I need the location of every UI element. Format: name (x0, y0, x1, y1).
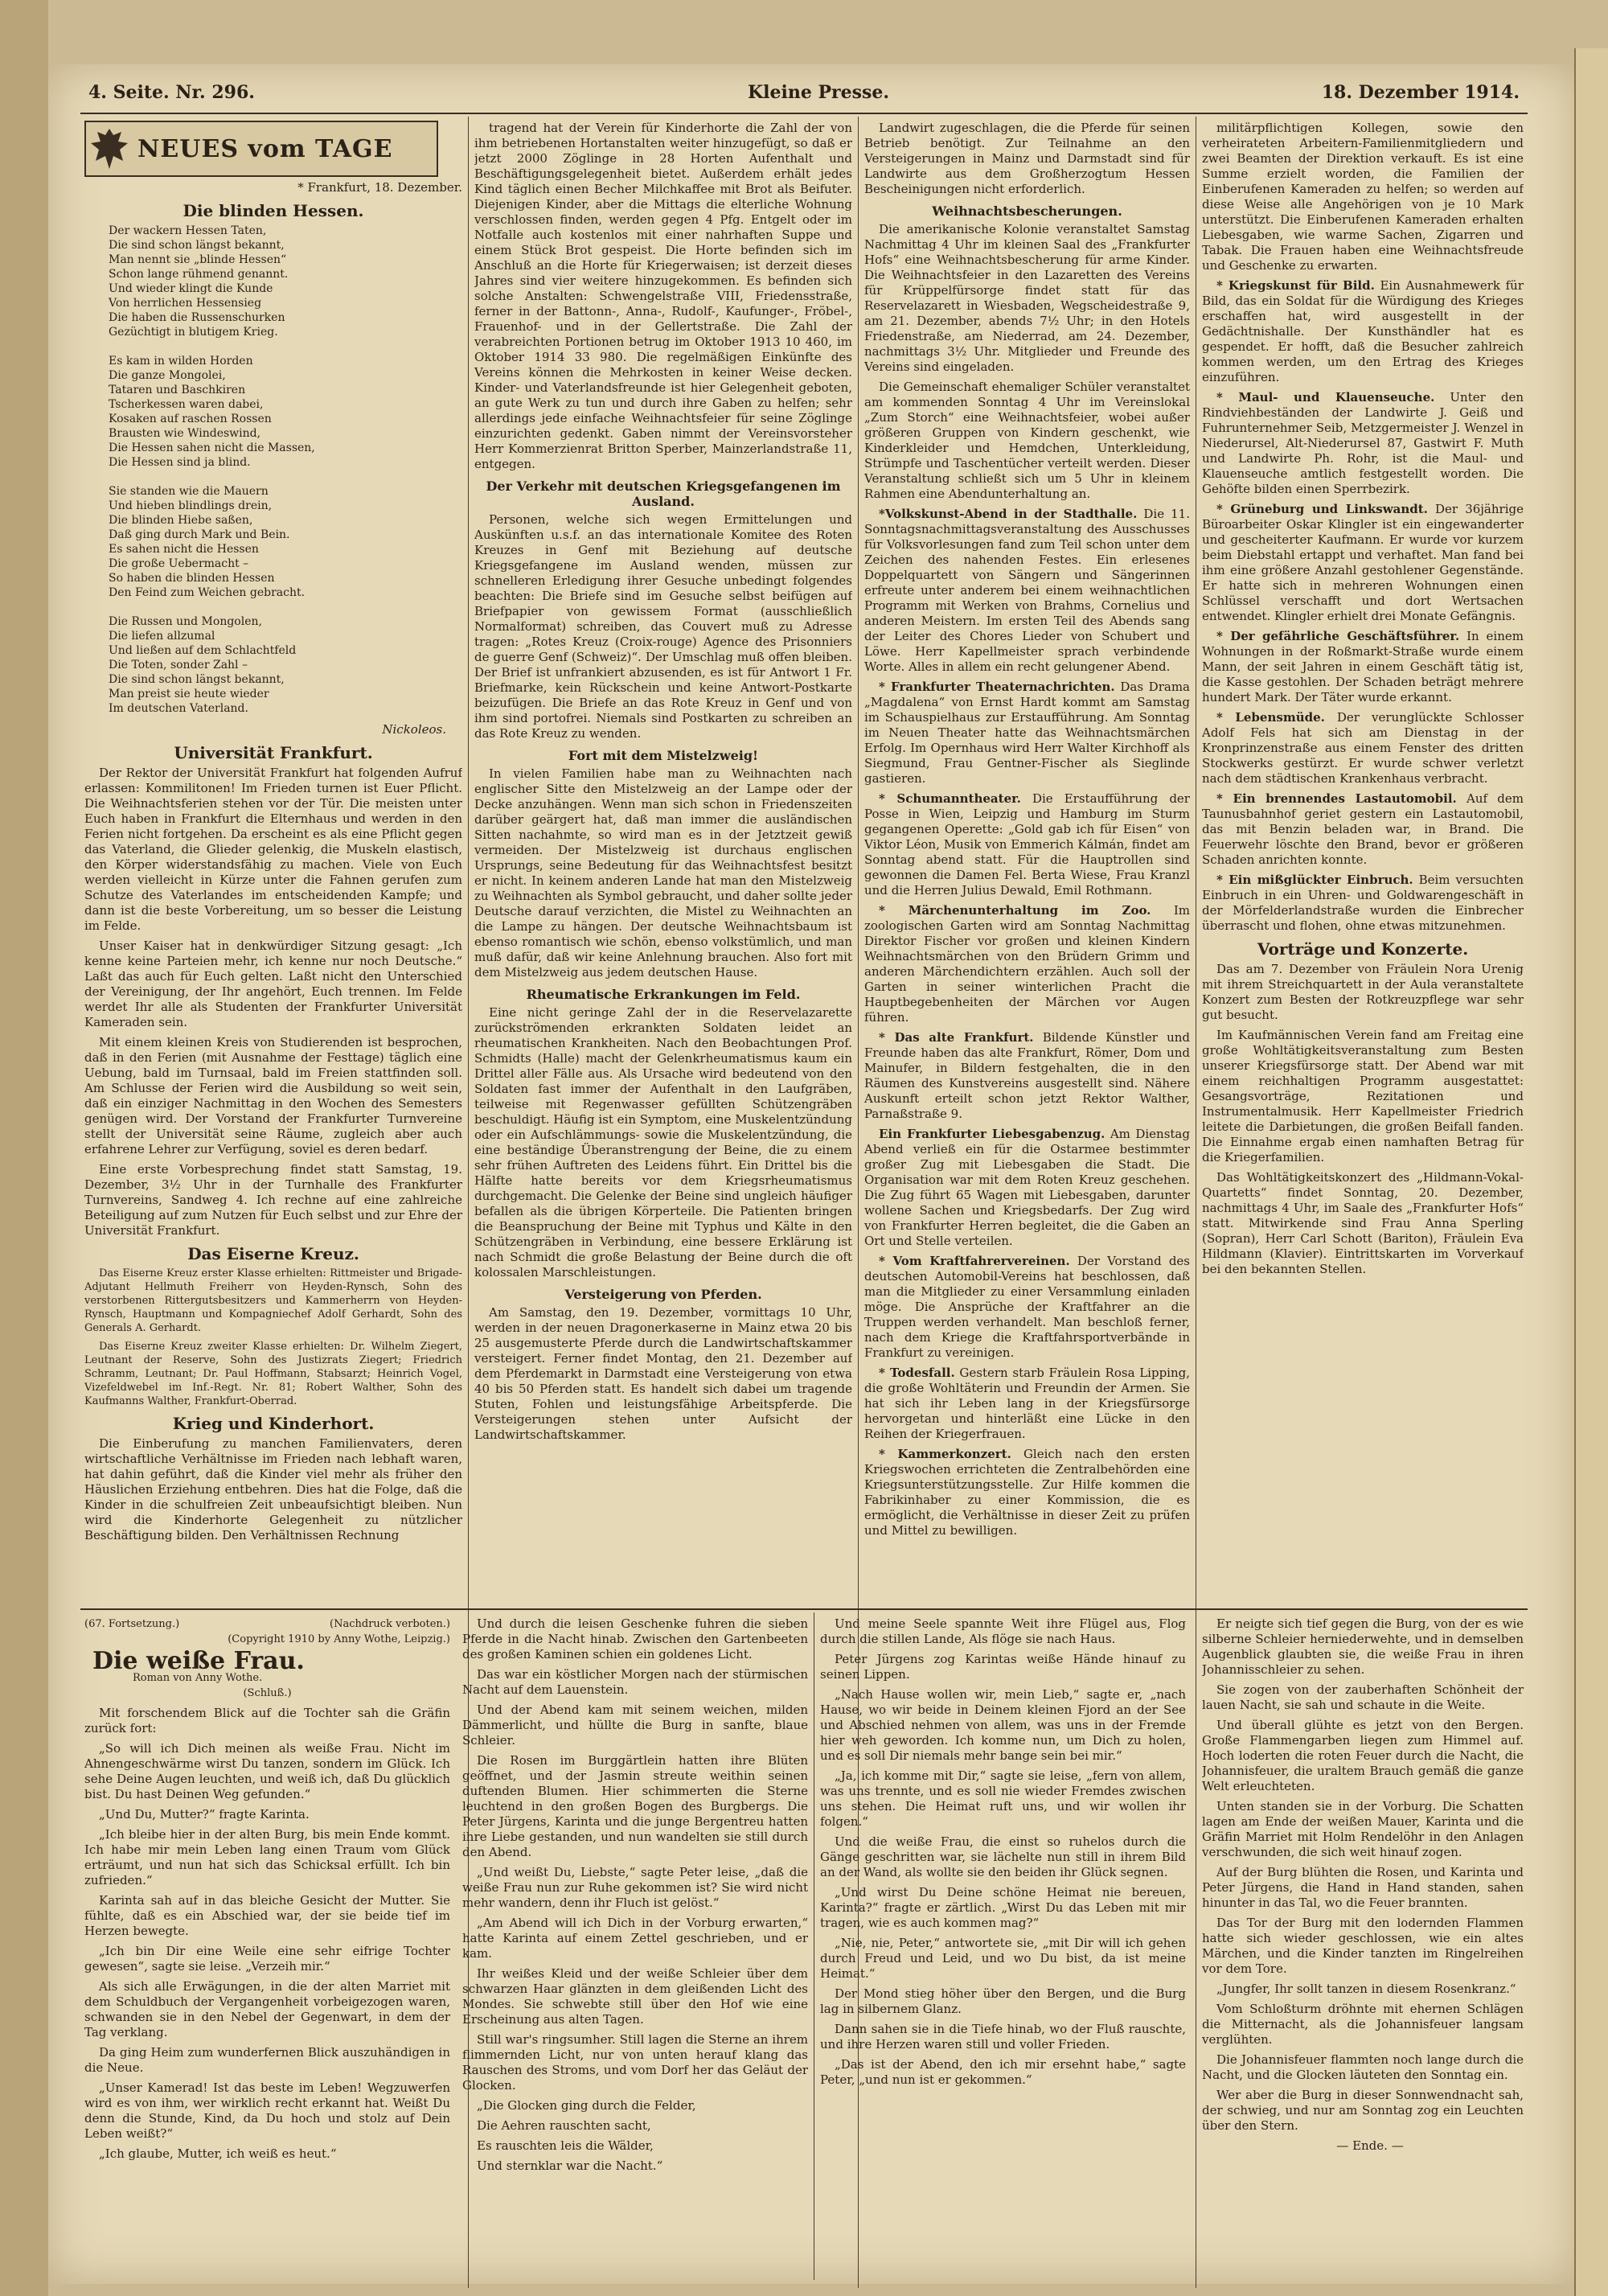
page-left-margin (0, 0, 48, 2296)
serial-copyright-row (84, 1632, 450, 1647)
poem-line: Die blinden Hiebe saßen, (109, 514, 253, 527)
poem-line: Und ließen auf dem Schlachtfeld (109, 644, 297, 657)
article-text: Das Drama „Magdalena“ von Ernst Hardt kommt am Samstag im Schauspielhaus zur Erstaufführung. Am Sonntag im Neuen Theater hatte das Weihnachtsmärchen Erfolg. Im Opernhaus wird Herr Walter Kirchhoff als Siegmund, Frau Gentner-Fischer als Sieglinde gastieren. (864, 680, 1190, 786)
serial-text (84, 1706, 450, 2162)
serial-copyright: (Copyright 1910 by Anny Wothe, Leipzig.) (228, 1633, 450, 1645)
section-logo (84, 121, 438, 177)
poem-title: Die blinden Hessen. (183, 201, 364, 220)
article-text: Die Erstaufführung der Posse in Wien, Leipzig und Hamburg im Sturm gegangenen Operette: „Gold gab ich für Eisen“ von Viktor Léon, Musik von Emmerich Kálmán, findet am Sonntag abend statt. Für die Hauptrollen sind gewonnen die Damen Fel. Berta Wiese, Frau Kranzl und die Herren Julius Dewald, Emil Rothmann. (864, 791, 1190, 897)
inline-heading: *Volkskunst-Abend in der Stadthalle. (879, 507, 1138, 521)
serial-installment: (67. Fortsetzung.) (84, 1618, 180, 1630)
inline-heading: * Der gefährliche Geschäftsführer. (1216, 629, 1460, 643)
article-paragraph: Landwirt zugeschlagen, die die Pferde für seinen Betrieb benötigt. Zur Teilnahme an den Versteigerungen in Mainz und Darmstadt sind für Landwirte aus dem Großherzogtum Hessen Bescheinigungen nicht erforderlich. (864, 121, 1190, 196)
serial-paragraph: Als sich alle Erwägungen, in die der alten Marriet mit dem Schuldbuch der Vergangenheit vorbeigezogen waren, schwanden sie in den Nebel der Gegenwart, in dem der Tag verklang. (84, 1979, 450, 2039)
serial-author: Roman von Anny Wothe. (133, 1672, 263, 1684)
serial-column-2 (462, 1616, 808, 2276)
serial-paragraph: „Das ist der Abend, den ich mir ersehnt habe,“ sagte Peter, „und nun ist er gekommen.“ (820, 2057, 1186, 2087)
article-paragraph (1202, 710, 1524, 787)
serial-meta (84, 1616, 450, 1632)
poem-author: Nickoleos. (382, 722, 446, 737)
poem-line: Den Feind zum Weichen gebracht. (109, 586, 306, 599)
article-paragraph (864, 1447, 1190, 1538)
issue-date: 18. Dezember 1914. (1321, 82, 1520, 103)
serial-paragraph: „Am Abend will ich Dich in der Vorburg erwarten,“ hatte Karinta auf einem Zettel geschrieben, und er kam. (462, 1916, 808, 1961)
inline-heading: * Maul- und Klauenseuche. (1216, 390, 1435, 405)
article-paragraph: Mit einem kleinen Kreis von Studierenden ist besprochen, daß in den Ferien (mit Ausnahme der Festtage) täglich eine Uebung, bald im Turnsaal, bald im Freien stattfinden soll. Am Schlusse der Ferien wird die Ausbildung so weit sein, daß ein einziger Nachmittag in den Wochen des Semesters genügen wird. Der Vorstand der Frankfurter Turnvereine stellt der Universität seine Räume, zugleich aber auch erfahrene Lehrer zur Verfügung, soviel es deren bedarf. (84, 1035, 462, 1156)
serial-paragraph: Vom Schloßturm dröhnte mit ehernen Schlägen die Mitternacht, als die Johannisfeuer langsam verglühten. (1202, 2002, 1524, 2047)
serial-paragraph: — Ende. — (1336, 2138, 1404, 2153)
poem-line: Die sind schon längst bekannt, (109, 239, 285, 252)
headline: Fort mit dem Mistelzweig! (568, 748, 759, 763)
poem-line: So haben die blinden Hessen (109, 572, 275, 585)
serial-paragraph: Der Mond stieg höher über den Bergen, und die Burg lag in silbernem Glanz. (820, 1986, 1186, 2016)
poem-line: Es kam in wilden Horden (109, 355, 253, 368)
page-header (80, 80, 1528, 114)
poem-line: Die ganze Mongolei, (109, 369, 226, 382)
poem-line: Die Hessen sahen nicht die Massen, (109, 442, 315, 454)
headline: Das Eiserne Kreuz. (187, 1244, 359, 1263)
serial-text (820, 1616, 1186, 2088)
serial-paragraph: Es rauschten leis die Wälder, (477, 2138, 654, 2153)
article-text: Am Dienstag Abend verließ ein für die Ostarmee bestimmter großer Zug mit Liebesgaben die Stadt. Die Organisation war mit dem Roten Kreuz geschehen. Die Zug führt 65 Wagen mit Liebesgaben, darunter wollene Sachen und Kriegsbedarfs. Der Zug wird von Frankfurter Herren begleitet, die die Gaben an Ort und Stelle verteilen. (864, 1127, 1190, 1248)
serial-title: Die weiße Frau. (92, 1647, 305, 1675)
article-text: Der verunglückte Schlosser Adolf Fels hat sich am Dienstag in der Kronprinzenstraße aus einem Fenster des dritten Stockwerks gestürzt. Er wurde schwer verletzt nach dem städtischen Krankenhaus verbracht. (1202, 710, 1524, 786)
article-paragraph (864, 791, 1190, 898)
article-paragraph (1202, 390, 1524, 497)
inline-heading: * Kammerkonzert. (879, 1447, 1011, 1461)
poem-line: Die Russen und Mongolen, (109, 615, 262, 628)
headline: Weihnachtsbescherungen. (932, 203, 1122, 219)
serial-column-3 (820, 1616, 1186, 2276)
article-paragraph: Unser Kaiser hat in denkwürdiger Sitzung gesagt: „Ich kenne keine Parteien mehr, ich kenne nur noch Deutsche.“ Laßt das auch für Euch gelten. Laßt nicht den Unterschied der Vereinigung, der Ihr angehört, Euch trennen. Im Felde werdet Ihr alle als Studenten der Frankfurter Universität Kameraden sein. (84, 939, 462, 1029)
serial-paragraph: Wer aber die Burg in dieser Sonnwendnacht sah, der schwieg, und nur am Sonntag zog ein Leuchten über den Stern. (1202, 2088, 1524, 2133)
serial-paragraph: Die Aehren rauschten sacht, (477, 2118, 651, 2133)
article-paragraph: Die amerikanische Kolonie veranstaltet Samstag Nachmittag 4 Uhr im kleinen Saal des „Frankfurter Hofs“ eine Weihnachtsbescherung für arme Kinder. Die Weihnachtsfeier in den Lazaretten des Vereins für Krüppelfürsorge findet statt für das Reservelazarett in Wiesbaden, Wegscheidestraße 9, am 21. Dezember, abends 7½ Uhr; in den Hotels Friedenstraße, am Niederrad, am 24. Dezember, nachmittags 3½ Uhr. Mitglieder und Freunde des Vereins sind eingeladen. (864, 222, 1190, 374)
article-paragraph: Das am 7. Dezember von Fräulein Nora Urenig mit ihrem Streichquartett in der Aula veranstaltete Konzert zum Besten der Rotkreuzpflege war sehr gut besucht. (1202, 962, 1524, 1022)
poem-line: Die liefen allzumal (109, 630, 215, 643)
article-text: Unter den Rindviehbeständen der Landwirte J. Geiß und Fuhrunternehmer Seib, Metzgermeister J. Wenzel in Niederursel, Alt-Niederursel 87, Gastwirt F. Muth und Landwirte Ph. Rohr, ist die Maul- und Klauenseuche amtlich festgestellt worden. Die Gehöfte bilden einen Sperrbezirk. (1202, 390, 1524, 496)
article-paragraph (1202, 873, 1524, 934)
serial-paragraph: Und meine Seele spannte Weit ihre Flügel aus, Flog durch die stillen Lande, Als flöge sie nach Haus. (820, 1616, 1186, 1646)
article-text: Beim versuchten Einbruch in ein Uhren- und Goldwarengeschäft in der Mörfelderlandstraße wurden die Einbrecher überrascht und flohen, ohne etwas mitzunehmen. (1202, 873, 1524, 933)
serial-paragraph: Dann sahen sie in die Tiefe hinab, wo der Fluß rauschte, und ihre Herzen waren still und voller Frieden. (820, 2022, 1186, 2052)
poem-line: Von herrlichen Hessensieg (109, 297, 262, 310)
article-paragraph: Am Samstag, den 19. Dezember, vormittags 10 Uhr, werden in der neuen Dragonerkaserne in Mainz etwa 20 bis 25 ausgemusterte Pferde durch die Landwirtschaftskammer versteigert. Ferner findet Montag, den 21. Dezember auf dem Pferdemarkt in Darmstadt eine Versteigerung von etwa 40 bis 50 Pferden statt. Es handelt sich dabei um tragende Stuten, Fohlen und leistungsfähige Arbeitspferde. Die Versteigerungen stehen unter Aufsicht der Landwirtschaftskammer. (474, 1305, 852, 1442)
inline-heading: Ein Frankfurter Liebesgabenzug. (879, 1127, 1106, 1141)
column-1 (84, 121, 462, 1604)
article-paragraph (1202, 791, 1524, 868)
poem-line: Kosaken auf raschen Rossen (109, 413, 272, 425)
article-paragraph: Das Eiserne Kreuz zweiter Klasse erhielten: Dr. Wilhelm Ziegert, Leutnant der Reserve, Sohn des Justizrats Ziegert; Friedrich Schramm, Leutnant; Dr. Paul Hoffmann, Stabsarzt; Heinrich Vogel, Vizefeldwebel im Inf.-Regt. Nr. 81; Robert Walther, Sohn des Kaufmanns Walther, Frankfurt-Oberrad. (84, 1341, 462, 1407)
inline-heading: * Vom Kraftfahrervereinen. (879, 1254, 1070, 1268)
headline: Universität Frankfurt. (174, 743, 373, 762)
headline: Rheumatische Erkrankungen im Feld. (526, 987, 801, 1002)
headline: Versteigerung von Pferden. (564, 1287, 762, 1302)
serial-paragraph: Sie zogen von der zauberhaften Schönheit der lauen Nacht, sie sah und schaute in die Weite. (1202, 1682, 1524, 1712)
serial-paragraph: „Und Du, Mutter?“ fragte Karinta. (99, 1807, 310, 1822)
serial-paragraph: Und überall glühte es jetzt von den Bergen. Große Flammengarben liegen zum Himmel auf. Hoch loderten die roten Feuer durch die Nacht, die Johannisfeuer, die uraltem Brauch gemäß die ganze Welt erleuchteten. (1202, 1718, 1524, 1793)
serial-conclusion: (Schluß.) (243, 1687, 292, 1699)
serial-paragraph: Das Tor der Burg mit den lodernden Flammen hatte sich wieder geschlossen, wie ein altes Märchen, und die Kinder tanzten im Ringelreihen vor dem Tore. (1202, 1916, 1524, 1976)
inline-heading: * Lebensmüde. (1216, 710, 1325, 725)
serial-paragraph: Und sternklar war die Nacht.“ (477, 2158, 663, 2173)
serial-text (462, 1616, 808, 2174)
serial-paragraph: Und durch die leisen Geschenke fuhren die sieben Pferde in die Nacht hinab. Zwischen den Gartenbeeten des großen Kaminen schien ein goldenes Licht. (462, 1616, 808, 1661)
poem-line (109, 470, 462, 484)
serial-paragraph: „Und wirst Du Deine schöne Heimat nie bereuen, Karinta?“ fragte er zärtlich. „Wirst Du das Leben mit mir tragen, wie es auch kommen mag?“ (820, 1885, 1186, 1930)
poem-line: Die große Uebermacht – (109, 557, 249, 570)
poem-line: Sie standen wie die Mauern (109, 485, 269, 498)
inline-heading: * Todesfall. (879, 1366, 955, 1380)
headline: Krieg und Kinderhort. (172, 1414, 375, 1433)
article-paragraph: Die Gemeinschaft ehemaliger Schüler veranstaltet am kommenden Sonntag 4 Uhr im Vereinslokal „Zum Storch“ eine Weihnachtsfeier, wobei außer größeren Gruppen von Kindern geschenkt, wie Kinderkleider und Hemdchen, Unterkleidung, Strümpfe und Taschentücher verteilt werden. Dieser Veranstaltung schließt sich um 5 Uhr in kleinem Rahmen eine Abendunterhaltung an. (864, 380, 1190, 501)
article-text: Gleich nach den ersten Kriegswochen errichteten die Zentralbehörden eine Kriegsunterstützungsstelle. Zur Hilfe kommen die Fabrikinhaber zu einer Kommission, die es ermöglicht, die Verhältnisse in dieser Zeit zu prüfen und Mittel zu bewilligen. (864, 1447, 1190, 1538)
article-text: Auf dem Taunusbahnhof geriet gestern ein Lastautomobil, das mit Benzin beladen war, in Brand. Die Feuerwehr löschte den Brand, bevor er größeren Schaden anrichten konnte. (1202, 791, 1524, 867)
article-text: Der 36jährige Büroarbeiter Oskar Klingler ist ein eingewanderter und gescheiterter Kaufmann. Er wurde vor kurzem beim Diebstahl ertappt und verhaftet. Man fand bei ihm eine größere Anzahl gestohlener Gegenstände. Er hatte sich in mehreren Wohnungen einen Schlüssel verschafft und dort Wertsachen entwendet. Klingler erhielt drei Monate Gefängnis. (1202, 502, 1524, 623)
page-number: 4. Seite. Nr. 296. (88, 82, 255, 103)
inline-heading: * Ein mißglückter Einbruch. (1216, 873, 1413, 887)
poem-line (109, 600, 462, 614)
serial-paragraph: Das war ein köstlicher Morgen nach der stürmischen Nacht auf dem Lauenstein. (462, 1667, 808, 1697)
poem-line: Tataren und Baschkiren (109, 384, 246, 396)
serial-paragraph: „Und weißt Du, Liebste,“ sagte Peter leise, „daß die weiße Frau nun zur Ruhe gekommen ist? Sie wird nicht mehr wandern, denn ihr Fluch ist gelöst.“ (462, 1865, 808, 1910)
dateline: * Frankfurt, 18. Dezember. (297, 180, 462, 195)
poem-line: Die Hessen sind ja blind. (109, 456, 251, 469)
newspaper-title: Kleine Presse. (748, 82, 890, 103)
serial-paragraph: „Unser Kamerad! Ist das beste im Leben! Wegzuwerfen wird es von ihm, wer wirklich recht erkannt hat. Weißt Du denn die Stunde, Kind, da Du hoch und stolz auf Dein Leben weißt?“ (84, 2080, 450, 2141)
poem-line: Brausten wie Windeswind, (109, 427, 261, 440)
inline-heading: * Kriegskunst für Bild. (1216, 278, 1375, 293)
serial-paragraph: Karinta sah auf in das bleiche Gesicht der Mutter. Sie fühlte, daß es ein Abschied war, der sie beide tief im Herzen bewegte. (84, 1893, 450, 1938)
section-divider (80, 1608, 1528, 1610)
headline: Vorträge und Konzerte. (1257, 939, 1469, 959)
article-text: Der Vorstand des deutschen Automobil-Vereins hat beschlossen, daß man die Mitglieder zu einer Versammlung einladen möge. Die Ansprüche der Kraftfahrer an die Truppen werden verhandelt. Man beschloß ferner, nach dem Kriege die Kraftfahrsportverbände in Frankfurt zu vereinigen. (864, 1254, 1190, 1360)
serial-paragraph: Ihr weißes Kleid und der weiße Schleier über dem schwarzen Haar glänzten in dem gleißenden Licht des Mondes. Sie schwebte still über den Hof wie eine Erscheinung aus alten Tagen. (462, 1966, 808, 2027)
section-logo-text: NEUES vom TAGE (137, 134, 393, 163)
inline-heading: * Frankfurter Theaternachrichten. (879, 680, 1115, 694)
serial-reprint-note: (Nachdruck verboten.) (330, 1618, 450, 1630)
poem-line: Die haben die Russenschurken (109, 311, 285, 324)
serial-paragraph: „Nach Hause wollen wir, mein Lieb,“ sagte er, „nach Hause, wo wir beide in Deinem kleinen Fjord an der See und Abschied nehmen von allem, was uns in der Fremde hier weh geworden. Ich komme nun, um Dich zu holen, und es soll Dir niemals mehr bange sein bei mir.“ (820, 1687, 1186, 1763)
serial-paragraph: „Ich glaube, Mutter, ich weiß es heut.“ (99, 2146, 337, 2161)
poem-line: Es sahen nicht die Hessen (109, 543, 259, 556)
inline-heading: * Schumanntheater. (879, 791, 1021, 806)
serial-paragraph: „Die Glocken ging durch die Felder, (477, 2098, 696, 2113)
article-text: Bildende Künstler und Freunde haben das alte Frankfurt, Römer, Dom und Mainufer, in Bildern festgehalten, die in den Räumen des Kunstvereins ausgestellt sind. Nähere Auskunft erteilt schon jetzt Rektor Walther, Parnaßstraße 9. (864, 1030, 1190, 1121)
serial-text (1202, 1616, 1524, 2154)
article-paragraph: Die Einberufung zu manchen Familienvaters, deren wirtschaftliche Verhältnisse im Frieden nach lebhaft waren, hat dahin geführt, daß die Kinder viel mehr als früher den Häuslichen Erziehung entbehren. Dies hat die Folge, daß die Kinder in die schulfreien Zeit unbeaufsichtigt bleiben. Nun wird die Kinderhorte Gelegenheit zu nützlicher Beschäftigung bilden. Den Verhältnissen Rechnung (84, 1436, 462, 1542)
poem-line: Man preist sie heute wieder (109, 688, 269, 700)
serial-paragraph: Still war's ringsumher. Still lagen die Sterne an ihrem flimmernden Licht, nur von unten herauf klang das Rauschen des Stroms, und vom Dorf her das Geläut der Glocken. (462, 2032, 808, 2093)
serial-paragraph: Und die weiße Frau, die einst so ruhelos durch die Gänge geschritten war, sie lächelte nun still in ihrem Bild an der Wand, als wollte sie den beiden ihr Glück segnen. (820, 1834, 1186, 1879)
article-paragraph (864, 1030, 1190, 1122)
column-2 (474, 121, 852, 1604)
column-4 (1202, 121, 1524, 1604)
article-paragraph: Personen, welche sich wegen Ermittelungen und Auskünften u.s.f. an das internationale Komitee des Roten Kreuzes in Genf mit Beziehung auf deutsche Kriegsgefangene im Ausland wenden, müssen zur schnelleren Erledigung ihrer Gesuche unbedingt folgendes beachten: Die Briefe sind im Gesuche selbst beifügen auf Briefpapier von gewissem Format (ausschließlich Normalformat) schreiben, das Couvert muß zu Adresse tragen: „Rotes Kreuz (Croix-rouge) Agence des Prisonniers de guerre Genf (Schweiz)“. Der Umschlag muß offen bleiben. Der Brief ist unfrankiert abzusenden, es ist für Antwort 1 Fr. Briefmarke, kein Rückschein und keine Antwort-Postkarte beizufügen. Die Briefe an das Rote Kreuz in Genf und von ihm sind portofrei. Niemals sind Postkarten zu schreiben an das Rote Kreuz zu wenden. (474, 512, 852, 741)
serial-paragraph: Er neigte sich tief gegen die Burg, von der es wie silberne Schleier herniederwehte, und in demselben Augenblick glaubten sie, die weiße Frau in ihren Johannisschleier zu sehen. (1202, 1616, 1524, 1677)
next-page-edge (1574, 48, 1608, 2296)
eagle-icon (89, 125, 129, 172)
poem-line (109, 339, 462, 354)
article-paragraph: Eine erste Vorbesprechung findet statt Samstag, 19. Dezember, 3½ Uhr in der Turnhalle des Frankfurter Turnvereins, Sandweg 4. Ich rechne auf eine zahlreiche Beteiligung auf zum Nutzen für Euch selbst und zur Ehre der Universität Frankfurt. (84, 1162, 462, 1238)
article-paragraph (864, 903, 1190, 1025)
article-text: Die 11. Sonntagsnachmittagsveranstaltung des Ausschusses für Volksvorlesungen fand zum Teil schon unter dem Zeichen des nahenden Festes. Ein erlesenes Doppelquartett von Sängern und Sängerinnen erfreute unter anderem bei einem weihnachtlichen Programm mit Werken von Brahms, Cornelius und anderen Meistern. Im ersten Teil des Abends sang der Leiter des Chores Lieder von Schubert und Löwe. Herr Kapellmeister sprach verbindende Worte. Alles in allem ein recht gelungener Abend. (864, 507, 1190, 674)
article-text: Ein Ausnahmewerk für Bild, das ein Soldat für die Würdigung des Krieges erschaffen hat, wird ausgestellt in der Gedächtnishalle. Der Kunsthändler hat es gespendet. Er hofft, daß die Besucher zahlreich kommen werden, um den Ertrag des Krieges einzuführen. (1202, 278, 1524, 384)
article-text: Gestern starb Fräulein Rosa Lipping, die große Wohltäterin und Freundin der Armen. Sie hat sich ihr Leben lang in der Kriegsfürsorge hervorgetan und hinterläßt eine Lücke in den Reihen der Kriegerfrauen. (864, 1366, 1190, 1441)
article-paragraph: Im Kaufmännischen Verein fand am Freitag eine große Wohltätigkeitsveranstaltung zum Besten unserer Kriegsfürsorge statt. Der Abend war mit einem reichhaltigen Programm ausgestattet: Gesangsvorträge, Rezitationen und Instrumentalmusik. Herr Kapellmeister Friedrich leitete die Darbietungen, die großen Beifall fanden. Die Einnahme ergab einen namhaften Betrag für die Kriegerfamilien. (1202, 1028, 1524, 1164)
serial-paragraph: „So will ich Dich meinen als weiße Frau. Nicht im Ahnengeschwärme wirst Du tanzen, sondern im Glück. Ich sehe Deine Augen leuchten, und weiß ich, daß Du glücklich bist. Du hast Deinen Weg gefunden.“ (84, 1741, 450, 1801)
poem-line: Und wieder klingt die Kunde (109, 282, 273, 295)
poem-line: Man nennt sie „blinde Hessen“ (109, 253, 287, 266)
inline-heading: * Märchenunterhaltung im Zoo. (879, 903, 1151, 918)
article-paragraph: Das Wohltätigkeitskonzert des „Hildmann-Vokal-Quartetts“ findet Sonntag, 20. Dezember, nachmittags 4 Uhr, im Saale des „Frankfurter Hofs“ statt. Mitwirkende sind Frau Anna Sperling (Sopran), Herr Carl Schott (Bariton), Fräulein Eva Hildmann (Klavier). Eintrittskarten im Vorverkauf bei den bekannten Stellen. (1202, 1170, 1524, 1276)
article-paragraph: Der Rektor der Universität Frankfurt hat folgenden Aufruf erlassen: Kommilitonen! Im Frieden turnen ist Euer Pflicht. Die Weihnachtsferien stehen vor der Tür. Die meisten unter Euch haben in Frankfurt die Elternhaus und werden in den Ferien nicht fortgehen. Da erscheint es als eine Pflicht gegen das Vaterland, die Glieder gelenkig, die Muskeln elastisch, den Körper widerstandsfähig zu machen. Viele von Euch werden vielleicht in Kürze unter die Fahnen gerufen zum Schutze des Vaterlandes im entscheidenden Kampfe; und dann ist die beste Vorbereitung, um so besser die Leistung im Felde. (84, 766, 462, 933)
poem-line: Der wackern Hessen Taten, (109, 224, 267, 237)
serial-paragraph: „Jungfer, Ihr sollt tanzen in diesem Rosenkranz.“ (1216, 1982, 1516, 1996)
poem-line: Im deutschen Vaterland. (109, 702, 248, 715)
poem-line: Schon lange rühmend genannt. (109, 268, 289, 281)
serial-paragraph: „Ich bin Dir eine Weile eine sehr eifrige Tochter gewesen“, sagte sie leise. „Verzeih mir.“ (84, 1944, 450, 1974)
serial-paragraph: Und der Abend kam mit seinem weichen, milden Dämmerlicht, und hüllte die Burg in sanfte, blaue Schleier. (462, 1702, 808, 1748)
inline-heading: * Ein brennendes Lastautomobil. (1216, 791, 1457, 806)
article-paragraph (864, 507, 1190, 675)
serial-paragraph: Peter Jürgens zog Karintas weiße Hände hinauf zu seinen Lippen. (820, 1652, 1186, 1682)
article-paragraph: tragend hat der Verein für Kinderhorte die Zahl der von ihm betriebenen Hortanstalten weiter hinzugefügt, so daß er jetzt 2000 Zöglinge in 28 Horten Aufenthalt und Beschäftigungsgelegenheit bietet. Außerdem erhält jedes Kind täglich einen Becher Milchkaffee mit Brot als Beifuter. Diejenigen Kinder, aber die Mittags die elterliche Wohnung verschlossen finden, werden gegen 4 Pfg. Entgelt oder im Notfalle auch kostenlos mit einer nahrhaften Suppe und einem Stück Brot gespeist. Die Horte befinden sich im Anschluß an die Horte für Kriegerwaisen; ist derzeit dieses Jahres sind vier weitere hinzugekommen. Es befinden sich solche Anstalten: Schwengelstraße VIII, Friedensstraße, ferner in der Battonn-, Anna-, Rudolf-, Kaufunger-, Fröbel-, Frauenhof- und in der Gellertstraße. Die Zahl der verabreichten Portionen betrug im Oktober 1913 10 460, im Oktober 1914 33 980. Die regelmäßigen Einkünfte des Vereins können die Mehrkosten in keiner Weise decken. Kinder- und Vaterlandsfreunde ist hier Gelegenheit geboten, an gute Werk zu tun und durch ihre Gaben zu helfen; sehr allerdings jede einfache Weihnachtsfeier für seine Zöglinge einzurichten gedenkt. Gaben nimmt der Vereinsvorsteher Herr Kommerzienrat Britton Sperber, Mainzerlandstraße 11, entgegen. (474, 121, 852, 471)
article-paragraph (864, 1127, 1190, 1249)
serial-paragraph: Unten standen sie in der Vorburg. Die Schatten lagen am Ende der weißen Mauer, Karinta und die Gräfin Marriet mit Holm Rendelöhr in den Anlagen verschwunden, die sich weit hinauf zogen. (1202, 1799, 1524, 1859)
poem-line: Daß ging durch Mark und Bein. (109, 528, 290, 541)
poem-line: Gezüchtigt in blutigem Krieg. (109, 326, 278, 339)
poem (109, 224, 462, 716)
serial-paragraph: Mit forschendem Blick auf die Tochter sah die Gräfin zurück fort: (84, 1706, 450, 1735)
serial-paragraph: Die Rosen im Burggärtlein hatten ihre Blüten geöffnet, und der Jasmin streute weithin seinen duftenden Blumen. Hier schimmerten die Sterne leuchtend in den großen Bogen des Burgbergs. Die Peter Jürgens, Karinta und die junge Bergentreu hatten ihre Liebe gestanden, und nun wandelten sie still durch den Abend. (462, 1753, 808, 1859)
serial-paragraph: Auf der Burg blühten die Rosen, und Karinta und Peter Jürgens, die Hand in Hand standen, sahen hinunter in das Tal, wo die Feuer brannten. (1202, 1865, 1524, 1910)
article-paragraph (864, 680, 1190, 787)
article-paragraph: Eine nicht geringe Zahl der in die Reservelazarette zurückströmenden erkrankten Soldaten leidet an rheumatischen Krankheiten. Nach den Beobachtungen Prof. Schmidts (Halle) macht der Gelenkrheumatismus kaum ein Drittel aller Fälle aus. Als Ursache wird bedeutend von den Soldaten fast immer der Aufenthalt in den Laufgräben, teilweise mit Regenwasser gefüllten Schützengräben beschuldigt. Häufig ist ein Symptom, eine Muskelentzündung oder ein Aufschlämmungs- sowie die Muskelentzündung, die eine beständige Überanstrengung der Beine, die zu einem sehr frühen Auftreten des Leidens führt. Ein Drittel bis die Hälfte hatte bereits vor dem Kriegsrheumatismus durchgemacht. Die Gelenke der Beine sind ungleich häufiger befallen als die übrigen Körperteile. Die Patienten bringen die Beanspruchung der Beine mit Typhus und Kälte in den Schützengräben in Verbindung, eine bessere Erklärung ist nach Schmidt die große Belastung der Beine durch die oft kolossalen Marschleistungen. (474, 1005, 852, 1279)
serial-paragraph: „Ja, ich komme mit Dir,“ sagte sie leise, „fern von allem, was uns trennte, und es soll nie wieder Fremdes zwischen uns stehen. Die Heimat ruft uns, und wir wollen ihr folgen.“ (820, 1768, 1186, 1829)
article-paragraph (1202, 502, 1524, 624)
poem-line: Tscherkessen waren dabei, (109, 398, 264, 411)
inline-heading: * Grüneburg und Linkswandt. (1216, 502, 1428, 516)
article-paragraph: In vielen Familien habe man zu Weihnachten nach englischer Sitte den Mistelzweig an der Lampe oder der Decke anzuhängen. Wenn man sich schon in Friedenszeiten darüber geärgert hat, daß man immer die ausländischen Sitten nachahmte, so wird man es in der Jetztzeit gewiß vermeiden. Der Mistelzweig ist durchaus englischen Ursprungs, seine Bedeutung für das Weihnachtsfest besitzt er nicht. In keinem anderen Lande hat man den Mistelzweig zu Weihnachten als Symbol gebraucht, und daher sollte jeder Deutsche darauf verzichten, die Mistel zu Weihnachten an die Lampe zu hängen. Der deutsche Weihnachtsbaum ist ebenso romantisch wie schön, ebenso volkstümlich, und man muß dafür, daß wir keine Anlehnung brauchen. Also fort mit dem Mistelzweig aus jedem deutschen Hause. (474, 766, 852, 980)
poem-line: Die Toten, sonder Zahl – (109, 659, 248, 672)
serial-paragraph: Da ging Heim zum wunderfernen Blick auszuhändigen in die Neue. (84, 2045, 450, 2075)
article-paragraph: Das Eiserne Kreuz erster Klasse erhielten: Rittmeister und Brigade-Adjutant Hellmuth Freiherr von Heyden-Rynsch, Sohn des verstorbenen Rittergutsbesitzers und Kammerherrn von Heyden-Rynsch, Hauptmann und Kompagniechef Adolf Gerhardt, Sohn des Generals A. Gerhardt. (84, 1267, 462, 1334)
poem-line: Und hieben blindlings drein, (109, 499, 273, 512)
serial-paragraph: „Nie, nie, Peter,“ antwortete sie, „mit Dir will ich gehen durch Freud und Leid, und wo Du bist, da ist meine Heimat.“ (820, 1936, 1186, 1981)
article-paragraph (864, 1254, 1190, 1361)
column-3 (864, 121, 1190, 1604)
article-paragraph (864, 1366, 1190, 1442)
article-text: In einem Wohnungen in der Roßmarkt-Straße wurde einem Mann, der seit Jahren in einem Geschäft tätig ist, die Kasse gestohlen. Der Schaden beträgt mehrere hundert Mark. Der Täter wurde erkannt. (1202, 629, 1524, 704)
serial-paragraph: Die Johannisfeuer flammten noch lange durch die Nacht, und die Glocken läuteten den Sonntag ein. (1202, 2052, 1524, 2082)
article-paragraph (1202, 629, 1524, 705)
article-paragraph: militärpflichtigen Kollegen, sowie den verheirateten Arbeitern-Familienmitgliedern und zwei Beamten der Direktion verkauft. Es ist eine Summe erzielt worden, die Familien der Einberufenen Kameraden zu helfen; so werden auf diese Weise alle Angehörigen von je 10 Mark unterstützt. Die Einberufenen Kameraden erhalten Liebesgaben, wie warme Sachen, Zigarren und Tabak. Die Frauen haben eine Weihnachtsfreude und Geschenke zu erwarten. (1202, 121, 1524, 273)
headline: Der Verkehr mit deutschen Kriegsgefangenen im Ausland. (486, 479, 841, 509)
serial-paragraph: „Ich bleibe hier in der alten Burg, bis mein Ende kommt. Ich habe mir mein Leben lang einen Traum vom Glück erträumt, und nun hat sich das Schicksal erfüllt. Ich bin zufrieden.“ (84, 1827, 450, 1887)
serial-column-4 (1202, 1616, 1524, 2276)
poem-line: Die sind schon längst bekannt, (109, 673, 285, 686)
serial-column-1 (84, 1616, 450, 2276)
inline-heading: * Das alte Frankfurt. (879, 1030, 1034, 1045)
article-text: Im zoologischen Garten wird am Sonntag Nachmittag Direktor Fischer vor großen und kleinen Kindern Weihnachtsmärchen von den Brüdern Grimm und anderen Märchendichtern erzählen. Auch soll der Garten in seiner winterlichen Pracht die Hauptbegebenheiten der Märchen vor Augen führen. (864, 903, 1190, 1025)
article-paragraph (1202, 278, 1524, 385)
